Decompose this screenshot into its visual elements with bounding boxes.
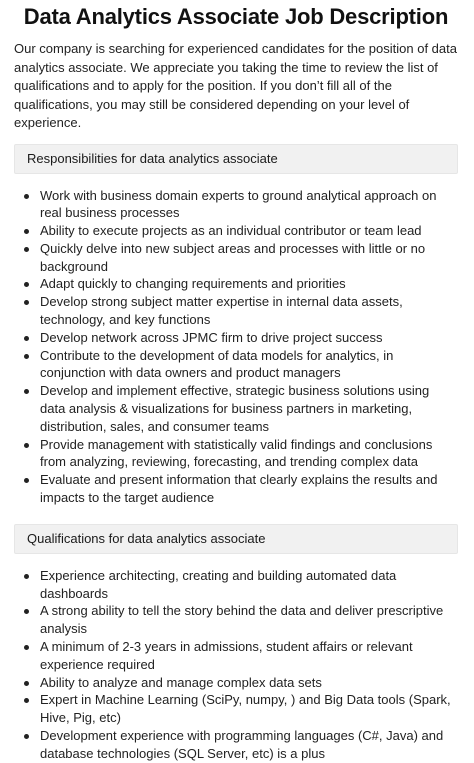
list-item [40,471,458,507]
list-item [40,293,458,329]
list-item-text: Quickly delve into new subject areas and processes with little or no background [40,240,426,274]
list-item-text: A strong ability to tell the story behind the data and deliver prescriptive analysis [40,603,444,637]
list-item [40,275,458,293]
list-item [40,674,458,692]
list-item [40,347,458,383]
qualifications-list [14,567,458,763]
list-item [40,567,458,603]
page-title: Data Analytics Associate Job Description [23,4,449,29]
list-item [40,240,458,276]
bullet-icon [24,300,29,305]
list-item-text: Provide management with statistically valid findings and conclusions from analyzing, reviewing, forecasting, and trending complex data [40,436,433,470]
bullet-icon [24,389,29,394]
bullet-icon [24,478,29,483]
list-item-text: A minimum of 2-3 years in admissions, student affairs or relevant experience required [40,639,413,672]
bullet-icon [24,194,29,199]
list-item-text: Develop and implement effective, strategic business solutions using data analysis & visualizations for business partners in marketing, distribution, sales, and consumer teams [40,383,430,434]
list-item-text: Ability to analyze and manage complex data sets [40,674,322,690]
list-item-text: Develop strong subject matter expertise in internal data assets, technology, and key functions [40,294,403,328]
list-item-text: Experience architecting, creating and building automated data dashboards [40,567,397,601]
bullet-icon [24,443,29,448]
bullet-icon [24,734,29,739]
list-item-text: Expert in Machine Learning (SciPy, numpy, ) and Big Data tools (Spark, Hive, Pig, etc) [40,692,451,726]
bullet-icon [24,681,29,686]
list-item-text: Ability to execute projects as an individual contributor or team lead [40,223,422,239]
list-item-text: Evaluate and present information that clearly explains the results and impacts to the target audience [40,472,438,506]
list-item-text: Work with business domain experts to ground analytical approach on real business processes [40,187,437,221]
list-item [40,691,458,727]
list-item-text: Develop network across JPMC firm to drive project success [40,329,383,345]
bullet-icon [24,282,29,287]
list-item [40,329,458,347]
list-item [40,727,458,763]
responsibilities-heading: Responsibilities for data analytics associate [14,144,458,174]
list-item-text: Development experience with programming languages (C#, Java) and database technologies (SQL Server, etc) is a plus [40,728,444,761]
intro-paragraph: Our company is searching for experienced candidates for the position of data analytics associate. We appreciate you taking the time to review the list of qualifications and to apply for the position. If you don’t fill all of the qualifications, you may still be considered depending on your level of experience. [14,41,457,130]
list-item-text: Contribute to the development of data models for analytics, in conjunction with data owners and product managers [40,347,394,381]
list-item [40,638,458,674]
bullet-icon [24,247,29,252]
bullet-icon [24,698,29,703]
bullet-icon [24,229,29,234]
bullet-icon [24,574,29,579]
list-item-text: Adapt quickly to changing requirements and priorities [40,276,346,292]
bullet-icon [24,645,29,650]
list-item [40,436,458,472]
list-item [40,187,458,223]
bullet-icon [24,336,29,341]
qualifications-heading: Qualifications for data analytics associate [14,524,458,554]
bullet-icon [24,354,29,359]
responsibilities-list [14,187,458,507]
list-item [40,222,458,240]
list-item [40,602,458,638]
list-item [40,382,458,435]
bullet-icon [24,609,29,614]
